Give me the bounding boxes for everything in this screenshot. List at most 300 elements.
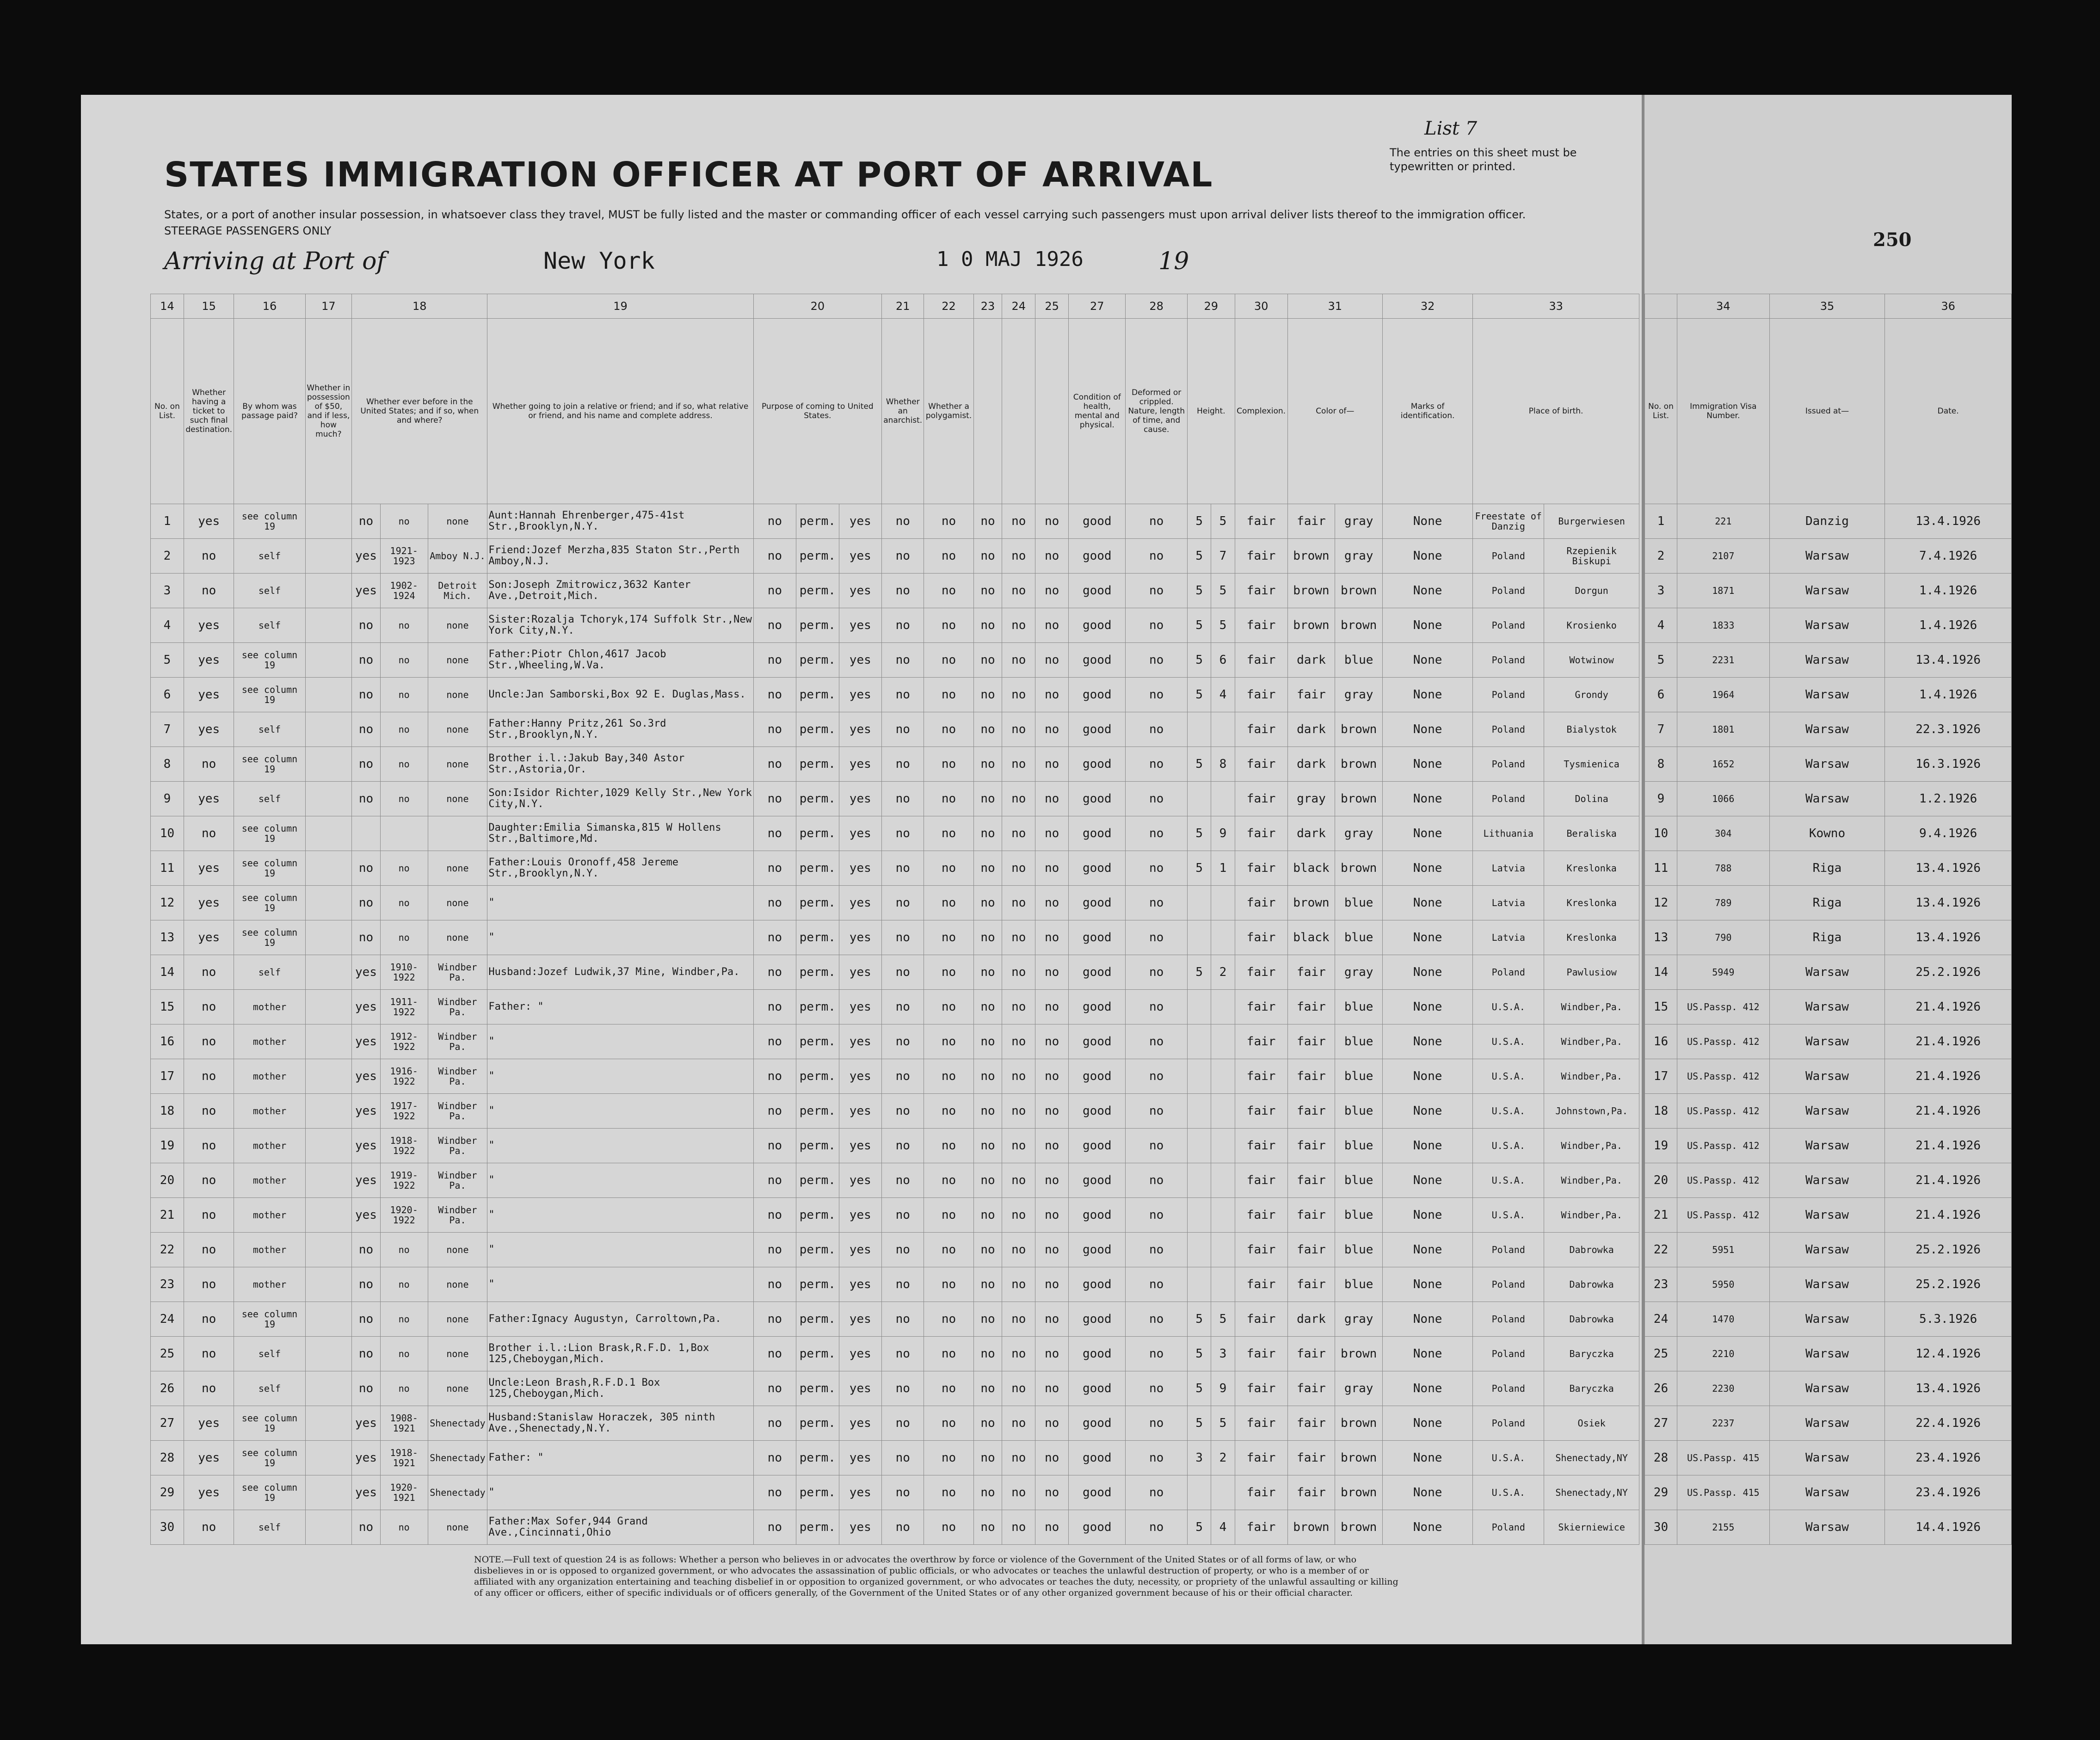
cell-purpose2: perm. (796, 1129, 839, 1163)
cell-money (305, 1198, 352, 1233)
cell-complexion: fair (1235, 1337, 1287, 1371)
cell-feet: 5 (1187, 504, 1211, 539)
cell-feet: 5 (1187, 678, 1211, 712)
cell-feet (1187, 990, 1211, 1024)
cell-money (305, 539, 352, 574)
cell-marks: None (1383, 608, 1473, 643)
cell-c26: no (1035, 712, 1069, 747)
cell-deformed: no (1126, 504, 1188, 539)
visa-cell-vdate: 22.4.1926 (1885, 1406, 2012, 1441)
cell-purpose1: no (753, 955, 796, 990)
visa-cell-vdate: 25.2.1926 (1885, 1267, 2012, 1302)
cell-inches: 5 (1211, 1302, 1235, 1337)
visa-cell-no: 17 (1645, 1059, 1677, 1094)
cell-deformed: no (1126, 990, 1188, 1024)
visa-col-blank (1645, 294, 1677, 319)
cell-inches: 9 (1211, 1371, 1235, 1406)
cell-city: Beraliska (1544, 816, 1639, 851)
col-num-27: 27 (1069, 294, 1126, 319)
cell-c25: no (1002, 1233, 1035, 1267)
cell-purpose3: yes (839, 1059, 881, 1094)
col-num-23: 23 (973, 294, 1002, 319)
cell-purpose3: yes (839, 1441, 881, 1475)
cell-deformed: no (1126, 1337, 1188, 1371)
cell-no: 24 (151, 1302, 184, 1337)
visa-cell-vdate: 16.3.1926 (1885, 747, 2012, 782)
cell-country: Poland (1473, 608, 1544, 643)
cell-where: Shenectady (428, 1475, 487, 1510)
cell-complexion: fair (1235, 1024, 1287, 1059)
cell-c26: no (1035, 851, 1069, 886)
cell-hair: fair (1287, 1163, 1335, 1198)
cell-anarch: no (882, 1371, 924, 1406)
visa-cell-vdate: 13.4.1926 (1885, 643, 2012, 678)
cell-purpose2: perm. (796, 1510, 839, 1545)
cell-purpose1: no (753, 851, 796, 886)
cell-health: good (1069, 1198, 1126, 1233)
cell-deformed: no (1126, 1302, 1188, 1337)
year-prefix: 19 (1158, 247, 1189, 275)
visa-cell-no: 6 (1645, 678, 1677, 712)
cell-c25: no (1002, 990, 1035, 1024)
cell-paid: see column 19 (234, 504, 305, 539)
cell-where: none (428, 1302, 487, 1337)
cell-paid: self (234, 574, 305, 608)
cell-deformed: no (1126, 1163, 1188, 1198)
cell-before: yes (352, 574, 381, 608)
cell-purpose3: yes (839, 1198, 881, 1233)
col-num-22: 22 (924, 294, 973, 319)
visa-cell-vdate: 13.4.1926 (1885, 851, 2012, 886)
visa-cell-visa: 304 (1677, 816, 1769, 851)
visa-cell-no: 9 (1645, 782, 1677, 816)
cell-city: Dabrowka (1544, 1267, 1639, 1302)
cell-purpose3: yes (839, 1024, 881, 1059)
visa-cell-issued: Warsaw (1769, 1371, 1885, 1406)
cell-complexion: fair (1235, 1059, 1287, 1094)
visa-cell-issued: Warsaw (1769, 955, 1885, 990)
cell-c24: no (973, 1337, 1002, 1371)
cell-health: good (1069, 747, 1126, 782)
cell-paid: see column 19 (234, 678, 305, 712)
visa-cell-vdate: 13.4.1926 (1885, 1371, 2012, 1406)
cell-money (305, 816, 352, 851)
cell-purpose3: yes (839, 712, 881, 747)
cell-purpose1: no (753, 920, 796, 955)
cell-no: 18 (151, 1094, 184, 1129)
cell-no: 25 (151, 1337, 184, 1371)
col-num-33: 33 (1473, 294, 1639, 319)
cell-ticket: no (184, 539, 234, 574)
visa-rows (1645, 504, 2012, 1545)
cell-deformed: no (1126, 1475, 1188, 1510)
cell-c25: no (1002, 1163, 1035, 1198)
visa-cell-visa: US.Passp. 412 (1677, 1198, 1769, 1233)
passenger-row (151, 955, 1639, 990)
cell-c25: no (1002, 1406, 1035, 1441)
cell-c24: no (973, 1302, 1002, 1337)
cell-polyg: no (924, 920, 973, 955)
cell-joining: Uncle:Jan Samborski,Box 92 E. Duglas,Mass. (487, 678, 753, 712)
cell-joining: " (487, 1094, 753, 1129)
cell-where: none (428, 504, 487, 539)
cell-purpose3: yes (839, 1267, 881, 1302)
cell-country: U.S.A. (1473, 1059, 1544, 1094)
cell-where: Shenectady (428, 1406, 487, 1441)
cell-purpose1: no (753, 1406, 796, 1441)
cell-years: no (380, 608, 428, 643)
passenger-row (151, 816, 1639, 851)
cell-c24: no (973, 1406, 1002, 1441)
cell-purpose1: no (753, 1129, 796, 1163)
cell-no: 2 (151, 539, 184, 574)
visa-cell-no: 2 (1645, 539, 1677, 574)
cell-c26: no (1035, 955, 1069, 990)
cell-where: Detroit Mich. (428, 574, 487, 608)
cell-health: good (1069, 539, 1126, 574)
visa-cell-vdate: 21.4.1926 (1885, 990, 2012, 1024)
passenger-row (151, 747, 1639, 782)
cell-money (305, 782, 352, 816)
cell-money (305, 608, 352, 643)
cell-polyg: no (924, 816, 973, 851)
cell-purpose1: no (753, 504, 796, 539)
cell-polyg: no (924, 1302, 973, 1337)
cell-anarch: no (882, 851, 924, 886)
cell-hair: fair (1287, 1475, 1335, 1510)
visa-cell-visa: US.Passp. 412 (1677, 1059, 1769, 1094)
cell-joining: " (487, 1129, 753, 1163)
cell-paid: see column 19 (234, 1406, 305, 1441)
cell-purpose3: yes (839, 816, 881, 851)
cell-joining: Son:Joseph Zmitrowicz,3632 Kanter Ave.,Detroit,Mich. (487, 574, 753, 608)
visa-column-header-row (1645, 319, 2012, 504)
cell-purpose1: no (753, 1302, 796, 1337)
visa-cell-no: 8 (1645, 747, 1677, 782)
cell-joining: " (487, 920, 753, 955)
cell-purpose2: perm. (796, 920, 839, 955)
cell-where: none (428, 1510, 487, 1545)
cell-years: 1920-1921 (380, 1475, 428, 1510)
cell-ticket: no (184, 955, 234, 990)
cell-deformed: no (1126, 782, 1188, 816)
cell-marks: None (1383, 747, 1473, 782)
visa-cell-vdate: 21.4.1926 (1885, 1198, 2012, 1233)
cell-complexion: fair (1235, 886, 1287, 920)
cell-hair: gray (1287, 782, 1335, 816)
cell-marks: None (1383, 1024, 1473, 1059)
cell-purpose1: no (753, 608, 796, 643)
col-num-17: 17 (305, 294, 352, 319)
cell-hair: dark (1287, 747, 1335, 782)
col-num-15: 15 (184, 294, 234, 319)
cell-anarch: no (882, 782, 924, 816)
cell-c25: no (1002, 608, 1035, 643)
cell-anarch: no (882, 1475, 924, 1510)
cell-no: 23 (151, 1267, 184, 1302)
cell-inches (1211, 920, 1235, 955)
cell-years: 1916-1922 (380, 1059, 428, 1094)
visa-row (1645, 816, 2012, 851)
cell-purpose1: no (753, 1475, 796, 1510)
cell-inches: 5 (1211, 574, 1235, 608)
cell-deformed: no (1126, 608, 1188, 643)
cell-no: 6 (151, 678, 184, 712)
cell-feet: 5 (1187, 1337, 1211, 1371)
visa-cell-visa: 1871 (1677, 574, 1769, 608)
cell-c25: no (1002, 643, 1035, 678)
cell-years: no (380, 920, 428, 955)
cell-where: none (428, 643, 487, 678)
cell-paid: see column 19 (234, 643, 305, 678)
cell-years: 1917-1922 (380, 1094, 428, 1129)
visa-row (1645, 747, 2012, 782)
cell-hair: dark (1287, 816, 1335, 851)
cell-before: no (352, 1510, 381, 1545)
cell-c25: no (1002, 1198, 1035, 1233)
cell-health: good (1069, 643, 1126, 678)
visa-sheet (1644, 95, 2012, 1644)
visa-cell-issued: Warsaw (1769, 990, 1885, 1024)
cell-polyg: no (924, 990, 973, 1024)
cell-inches: 5 (1211, 608, 1235, 643)
visa-cell-issued: Warsaw (1769, 747, 1885, 782)
cell-deformed: no (1126, 920, 1188, 955)
cell-purpose2: perm. (796, 678, 839, 712)
cell-city: Tysmienica (1544, 747, 1639, 782)
header-col-24 (1002, 319, 1035, 504)
visa-cell-visa: 790 (1677, 920, 1769, 955)
cell-marks: None (1383, 1371, 1473, 1406)
cell-eyes: gray (1335, 504, 1383, 539)
visa-cell-issued: Warsaw (1769, 782, 1885, 816)
cell-inches: 2 (1211, 1441, 1235, 1475)
cell-inches (1211, 1129, 1235, 1163)
visa-col-num-36: 36 (1885, 294, 2012, 319)
cell-marks: None (1383, 539, 1473, 574)
cell-country: U.S.A. (1473, 1475, 1544, 1510)
cell-country: Poland (1473, 1510, 1544, 1545)
cell-anarch: no (882, 1510, 924, 1545)
cell-years: no (380, 1510, 428, 1545)
cell-polyg: no (924, 1510, 973, 1545)
cell-feet: 5 (1187, 1302, 1211, 1337)
cell-money (305, 1059, 352, 1094)
cell-years: no (380, 886, 428, 920)
cell-health: good (1069, 1302, 1126, 1337)
cell-country: Poland (1473, 574, 1544, 608)
cell-health: good (1069, 1441, 1126, 1475)
cell-c24: no (973, 886, 1002, 920)
visa-cell-no: 5 (1645, 643, 1677, 678)
cell-c24: no (973, 608, 1002, 643)
visa-cell-visa: 1801 (1677, 712, 1769, 747)
cell-eyes: brown (1335, 1337, 1383, 1371)
passenger-row (151, 1059, 1639, 1094)
cell-no: 4 (151, 608, 184, 643)
cell-ticket: yes (184, 1441, 234, 1475)
cell-c24: no (973, 678, 1002, 712)
cell-inches (1211, 1024, 1235, 1059)
cell-c24: no (973, 1371, 1002, 1406)
cell-city: Kreslonka (1544, 851, 1639, 886)
header-place-of-birth: Place of birth. (1473, 319, 1639, 504)
cell-ticket: no (184, 1371, 234, 1406)
cell-c24: no (973, 816, 1002, 851)
cell-feet (1187, 1094, 1211, 1129)
cell-paid: self (234, 782, 305, 816)
cell-deformed: no (1126, 1094, 1188, 1129)
cell-purpose1: no (753, 886, 796, 920)
cell-paid: mother (234, 1129, 305, 1163)
cell-purpose2: perm. (796, 955, 839, 990)
passenger-row (151, 1302, 1639, 1337)
cell-purpose3: yes (839, 504, 881, 539)
cell-anarch: no (882, 1094, 924, 1129)
visa-row (1645, 1094, 2012, 1129)
visa-cell-vdate: 12.4.1926 (1885, 1337, 2012, 1371)
col-num-29: 29 (1187, 294, 1235, 319)
cell-complexion: fair (1235, 1267, 1287, 1302)
cell-feet: 5 (1187, 608, 1211, 643)
cell-complexion: fair (1235, 1129, 1287, 1163)
visa-cell-issued: Riga (1769, 886, 1885, 920)
cell-city: Shenectady,NY (1544, 1475, 1639, 1510)
cell-years: 1921-1923 (380, 539, 428, 574)
cell-eyes: brown (1335, 608, 1383, 643)
visa-cell-no: 7 (1645, 712, 1677, 747)
cell-ticket: yes (184, 1406, 234, 1441)
manifest-page (81, 95, 2012, 1644)
cell-no: 19 (151, 1129, 184, 1163)
visa-row (1645, 1371, 2012, 1406)
cell-c24: no (973, 747, 1002, 782)
cell-polyg: no (924, 1059, 973, 1094)
cell-eyes: gray (1335, 678, 1383, 712)
cell-money (305, 851, 352, 886)
cell-feet: 3 (1187, 1441, 1211, 1475)
cell-before: yes (352, 1441, 381, 1475)
cell-health: good (1069, 816, 1126, 851)
cell-c24: no (973, 955, 1002, 990)
cell-no: 9 (151, 782, 184, 816)
cell-deformed: no (1126, 1406, 1188, 1441)
cell-c25: no (1002, 851, 1035, 886)
passenger-row (151, 1371, 1639, 1406)
cell-purpose3: yes (839, 1302, 881, 1337)
cell-before: no (352, 678, 381, 712)
visa-cell-visa: 2210 (1677, 1337, 1769, 1371)
cell-eyes: gray (1335, 955, 1383, 990)
cell-deformed: no (1126, 1233, 1188, 1267)
cell-no: 30 (151, 1510, 184, 1545)
cell-country: U.S.A. (1473, 1094, 1544, 1129)
cell-paid: see column 19 (234, 886, 305, 920)
cell-inches (1211, 1059, 1235, 1094)
cell-city: Pawlusiow (1544, 955, 1639, 990)
cell-c26: no (1035, 886, 1069, 920)
cell-c26: no (1035, 1024, 1069, 1059)
cell-country: Poland (1473, 1302, 1544, 1337)
visa-cell-issued: Warsaw (1769, 1302, 1885, 1337)
manifest-main-sheet (81, 95, 1644, 1644)
cell-c24: no (973, 1024, 1002, 1059)
cell-health: good (1069, 1024, 1126, 1059)
cell-inches (1211, 1267, 1235, 1302)
cell-c26: no (1035, 1233, 1069, 1267)
cell-where: none (428, 1371, 487, 1406)
cell-before: yes (352, 955, 381, 990)
cell-paid: mother (234, 1233, 305, 1267)
cell-c25: no (1002, 1024, 1035, 1059)
column-header-row (151, 319, 1639, 504)
cell-money (305, 886, 352, 920)
cell-ticket: no (184, 1267, 234, 1302)
visa-cell-no: 4 (1645, 608, 1677, 643)
cell-before: no (352, 1267, 381, 1302)
cell-deformed: no (1126, 678, 1188, 712)
visa-cell-visa: 1066 (1677, 782, 1769, 816)
cell-anarch: no (882, 1302, 924, 1337)
cell-c25: no (1002, 782, 1035, 816)
cell-purpose3: yes (839, 851, 881, 886)
cell-c26: no (1035, 1163, 1069, 1198)
visa-cell-visa: 2237 (1677, 1406, 1769, 1441)
cell-c26: no (1035, 1267, 1069, 1302)
cell-before: no (352, 1371, 381, 1406)
cell-hair: fair (1287, 1059, 1335, 1094)
visa-row (1645, 851, 2012, 886)
cell-where: none (428, 886, 487, 920)
cell-inches: 5 (1211, 504, 1235, 539)
cell-health: good (1069, 886, 1126, 920)
visa-cell-no: 22 (1645, 1233, 1677, 1267)
header-passage-paid: By whom was passage paid? (234, 319, 305, 504)
cell-c24: no (973, 712, 1002, 747)
cell-c24: no (973, 1233, 1002, 1267)
cell-feet: 5 (1187, 1510, 1211, 1545)
cell-marks: None (1383, 851, 1473, 886)
cell-feet: 5 (1187, 1406, 1211, 1441)
cell-paid: self (234, 1337, 305, 1371)
visa-cell-no: 14 (1645, 955, 1677, 990)
cell-purpose3: yes (839, 990, 881, 1024)
visa-cell-visa: US.Passp. 412 (1677, 1129, 1769, 1163)
cell-money (305, 1267, 352, 1302)
visa-row (1645, 574, 2012, 608)
cell-eyes: gray (1335, 816, 1383, 851)
cell-city: Johnstown,Pa. (1544, 1094, 1639, 1129)
cell-country: Poland (1473, 955, 1544, 990)
cell-c26: no (1035, 1094, 1069, 1129)
cell-eyes: blue (1335, 1233, 1383, 1267)
cell-polyg: no (924, 1129, 973, 1163)
cell-marks: None (1383, 1059, 1473, 1094)
cell-anarch: no (882, 1129, 924, 1163)
cell-city: Windber,Pa. (1544, 1129, 1639, 1163)
cell-eyes: brown (1335, 1510, 1383, 1545)
visa-cell-issued: Warsaw (1769, 1475, 1885, 1510)
cell-country: Poland (1473, 1233, 1544, 1267)
visa-cell-no: 26 (1645, 1371, 1677, 1406)
cell-ticket: no (184, 574, 234, 608)
cell-where: none (428, 851, 487, 886)
cell-health: good (1069, 1129, 1126, 1163)
cell-purpose3: yes (839, 539, 881, 574)
cell-anarch: no (882, 1441, 924, 1475)
cell-purpose3: yes (839, 747, 881, 782)
visa-header-date: Date. (1885, 319, 2012, 504)
